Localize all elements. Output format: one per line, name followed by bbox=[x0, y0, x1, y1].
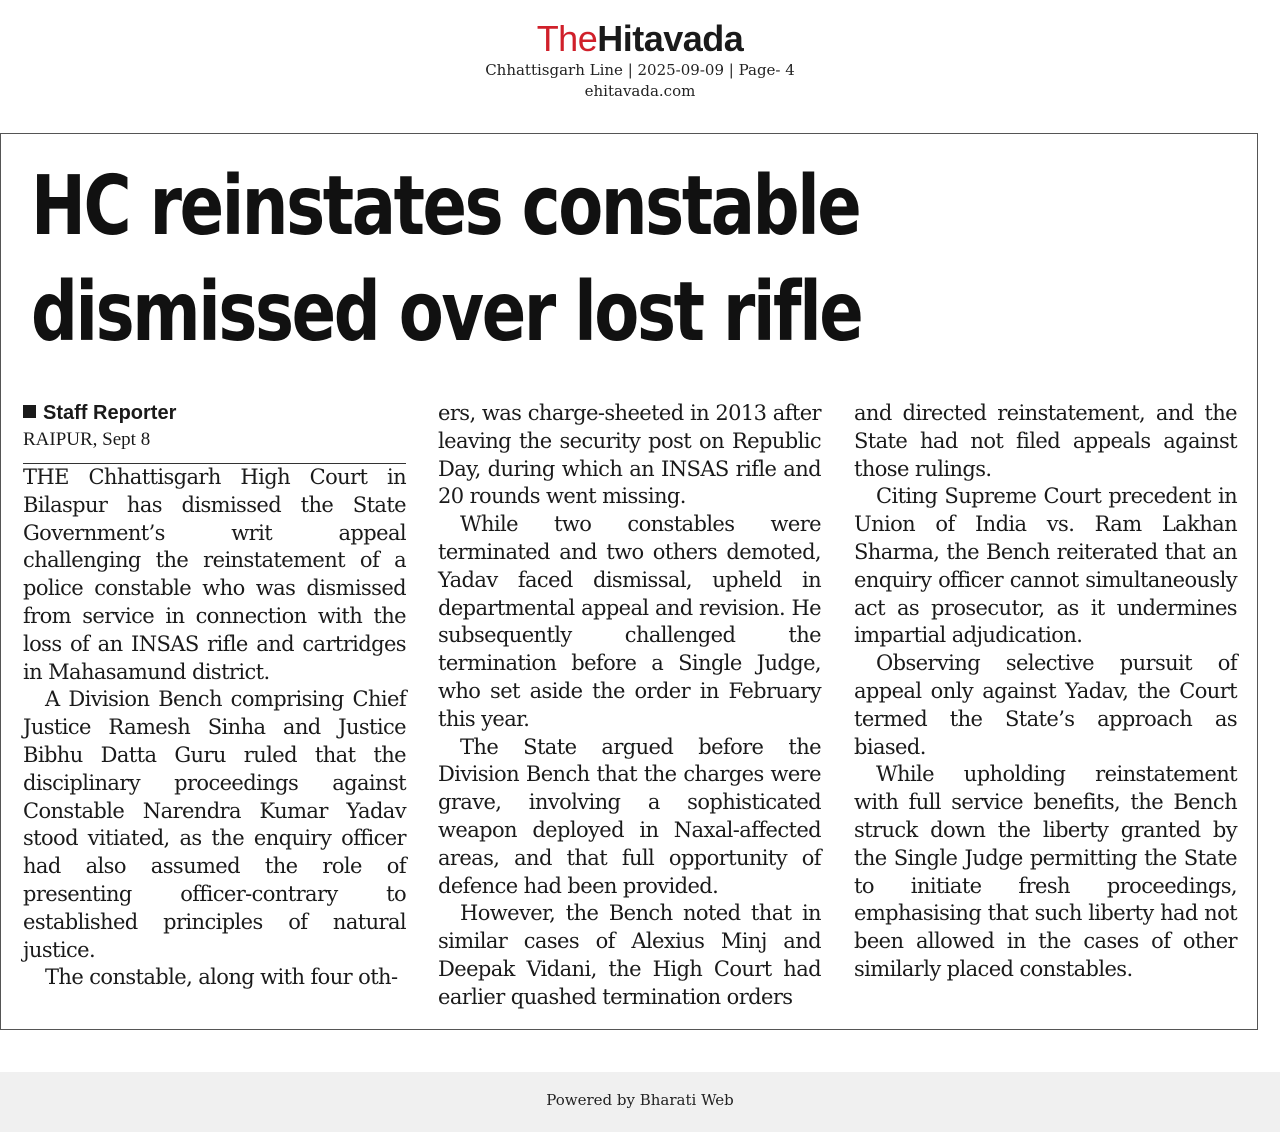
logo-brand: Hitavada bbox=[597, 18, 744, 59]
paragraph: and directed reinstatement, and the State had not filed appeals against those rulings. bbox=[854, 401, 1237, 481]
paragraph: The State argued before the Division Bench that the charges were grave, involving a sophisticated weapon deployed in Naxal-affected areas, and that full opportunity of defence had been provided. bbox=[438, 734, 821, 898]
edition-meta-line: Chhattisgarh Line | 2025-09-09 | Page- 4 bbox=[485, 61, 795, 79]
paragraph: However, the Bench noted that in similar cases of Alexius Minj and Deepak Vidani, the High Court had earlier quashed termination orders bbox=[438, 901, 821, 1009]
paragraph: While two constables were terminated and two others demoted, Yadav faced dismissal, upheld in departmental appeal and revision. He subsequently challenged the termination before a Single Judge, who set aside the order in February this year. bbox=[438, 512, 821, 731]
headline-line-1: HC reinstates constable bbox=[31, 159, 860, 254]
logo-the: The bbox=[536, 18, 598, 59]
article-headline bbox=[31, 154, 959, 366]
newspaper-logo[interactable] bbox=[0, 18, 1280, 60]
paragraph: Observing selective pursuit of appeal only against Yadav, the Court termed the State’s approach as biased. bbox=[854, 651, 1237, 759]
footer-bar bbox=[0, 1072, 1280, 1132]
article-column-2 bbox=[438, 400, 821, 1012]
paragraph: THE Chhattisgarh High Court in Bilaspur has dismissed the State Government’s writ appeal challenging the reinstatement of a police constable who was dismissed from service in connection with the loss of an INSAS rifle and cartridges in Mahasamund district. bbox=[23, 465, 406, 684]
paragraph: ers, was charge-sheeted in 2013 after leaving the security post on Republic Day, during which an INSAS rifle and 20 rounds went missing. bbox=[438, 401, 821, 509]
paragraph: A Division Bench comprising Chief Justice Ramesh Sinha and Justice Bibhu Datta Guru ruled that the disciplinary proceedings against Constable Narendra Kumar Yadav stood vitiated, as the enquiry officer had also assumed the role of presenting officer-contrary to established principles of natural justice. bbox=[23, 687, 406, 962]
byline bbox=[23, 400, 406, 426]
masthead bbox=[0, 18, 1280, 102]
headline-line-2: dismissed over lost rifle bbox=[31, 265, 862, 360]
paragraph: The constable, along with four oth- bbox=[45, 965, 398, 990]
paragraph: While upholding reinstatement with full service benefits, the Bench struck down the liberty granted by the Single Judge permitting the State to initiate fresh proceedings, emphasising that such liberty had not been allowed in the cases of other similarly placed constables. bbox=[854, 762, 1237, 981]
website-link[interactable]: ehitavada.com bbox=[584, 82, 696, 100]
powered-by-link[interactable]: Powered by Bharati Web bbox=[546, 1091, 734, 1109]
article-clipping bbox=[0, 133, 1258, 1030]
paragraph: Citing Supreme Court precedent in Union of India vs. Ram Lakhan Sharma, the Bench reiterated that an enquiry officer cannot simultaneously act as prosecutor, as it undermines impartial adjudication. bbox=[854, 484, 1237, 648]
article-column-3 bbox=[854, 400, 1237, 984]
byline-text: Staff Reporter bbox=[43, 402, 177, 424]
square-bullet-icon bbox=[23, 405, 36, 418]
article-column-1 bbox=[23, 400, 406, 992]
dateline: RAIPUR, Sept 8 bbox=[23, 426, 406, 464]
